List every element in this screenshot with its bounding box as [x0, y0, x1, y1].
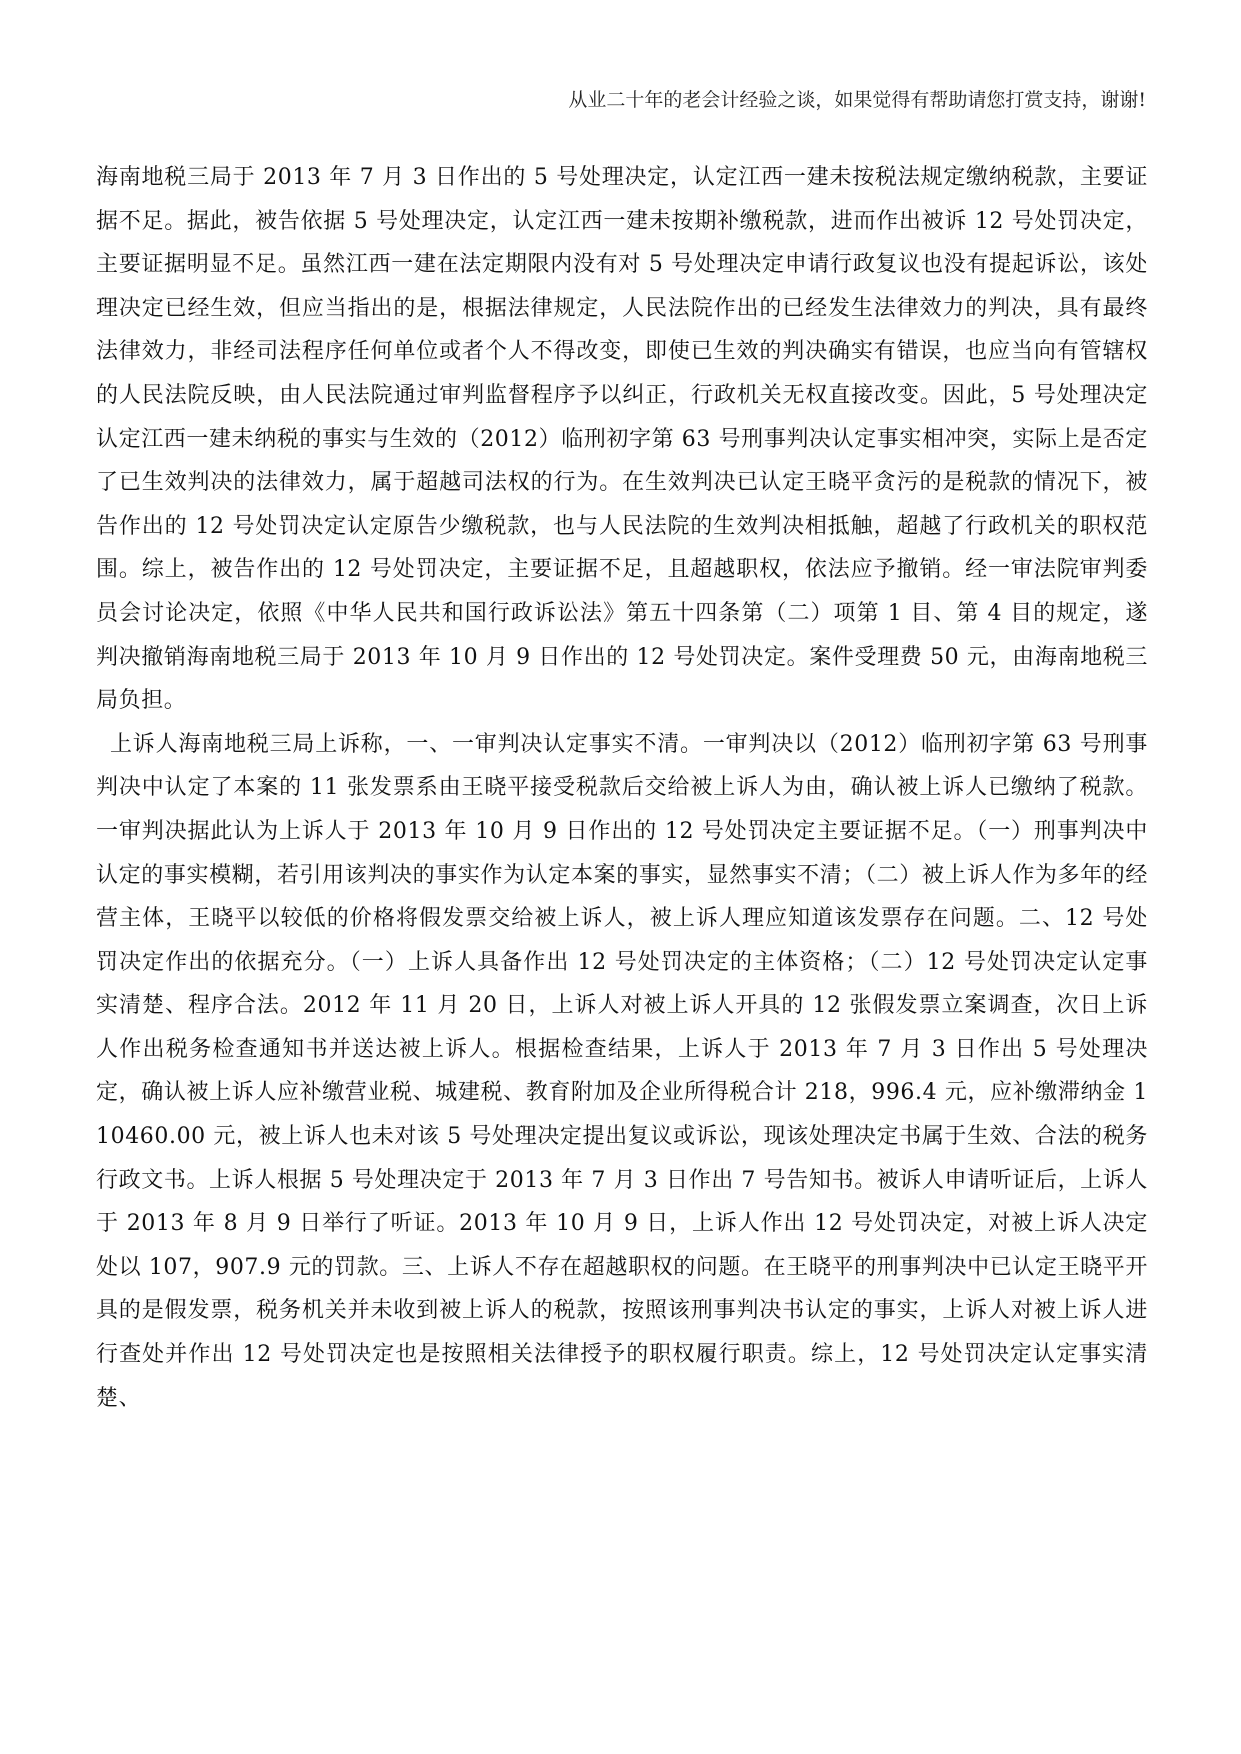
paragraph-first-instance-judgment: 海南地税三局于 2013 年 7 月 3 日作出的 5 号处理决定，认定江西一建未按税法规定缴纳税款，主要证据不足。据此，被告依据 5 号处理决定，认定江西一建未按期补缴税款，进而作出被诉 12 号处罚决定，主要证据明显不足。虽然江西一建在法定期限内没有对 5 号处理决定申请行政复议也没有提起诉讼，该处理决定已经生效，但应当指出的是，根据法律规定，人民法院作出的已经发生法律效力的判决，具有最终法律效力，非经司法程序任何单位或者个人不得改变，即使已生效的判决确实有错误，也应当向有管辖权的人民法院反映，由人民法院通过审判监督程序予以纠正，行政机关无权直接改变。因此，5 号处理决定认定江西一建未纳税的事实与生效的（2012）临刑初字第 63 号刑事判决认定事实相冲突，实际上是否定了已生效判决的法律效力，属于超越司法权的行为。在生效判决已认定王晓平贪污的是税款的情况下，被告作出的 12 号处罚决定认定原告少缴税款，也与人民法院的生效判决相抵触，超越了行政机关的职权范围。综上，被告作出的 12 号处罚决定，主要证据不足，且超越职权，依法应予撤销。经一审法院审判委员会讨论决定，依照《中华人民共和国行政诉讼法》第五十四条第（二）项第 1 目、第 4 目的规定，遂判决撤销海南地税三局于 2013 年 10 月 9 日作出的 12 号处罚决定。案件受理费 50 元，由海南地税三局负担。 [96, 165, 1148, 714]
document-body [96, 156, 1148, 1420]
paragraph-appeal-statement: 上诉人海南地税三局上诉称，一、一审判决认定事实不清。一审判决以（2012）临刑初字第 63 号刑事判决中认定了本案的 11 张发票系由王晓平接受税款后交给被上诉人为由，确认被上诉人已缴纳了税款。一审判决据此认为上诉人于 2013 年 10 月 9 日作出的 12 号处罚决定主要证据不足。（一）刑事判决中认定的事实模糊，若引用该判决的事实作为认定本案的事实，显然事实不清；（二）被上诉人作为多年的经营主体，王晓平以较低的价格将假发票交给被上诉人，被上诉人理应知道该发票存在问题。二、12 号处罚决定作出的依据充分。（一）上诉人具备作出 12 号处罚决定的主体资格；（二）12 号处罚决定认定事实清楚、程序合法。2012 年 11 月 20 日，上诉人对被上诉人开具的 12 张假发票立案调查，次日上诉人作出税务检查通知书并送达被上诉人。根据检查结果，上诉人于 2013 年 7 月 3 日作出 5 号处理决定，确认被上诉人应补缴营业税、城建税、教育附加及企业所得税合计 218，996.4 元，应补缴滞纳金 110460.00 元，被上诉人也未对该 5 号处理决定提出复议或诉讼，现该处理决定书属于生效、合法的税务行政文书。上诉人根据 5 号处理决定于 2013 年 7 月 3 日作出 7 号告知书。被诉人申请听证后，上诉人于 2013 年 8 月 9 日举行了听证。2013 年 10 月 9 日，上诉人作出 12 号处罚决定，对被上诉人决定处以 107，907.9 元的罚款。三、上诉人不存在超越职权的问题。在王晓平的刑事判决中已认定王晓平开具的是假发票，税务机关并未收到被上诉人的税款，按照该刑事判决书认定的事实，上诉人对被上诉人进行查处并作出 12 号处罚决定也是按照相关法律授予的职权履行职责。综上，12 号处罚决定认定事实清楚、 [96, 731, 1148, 1411]
header-note: 从业二十年的老会计经验之谈，如果觉得有帮助请您打赏支持，谢谢! [568, 89, 1146, 111]
